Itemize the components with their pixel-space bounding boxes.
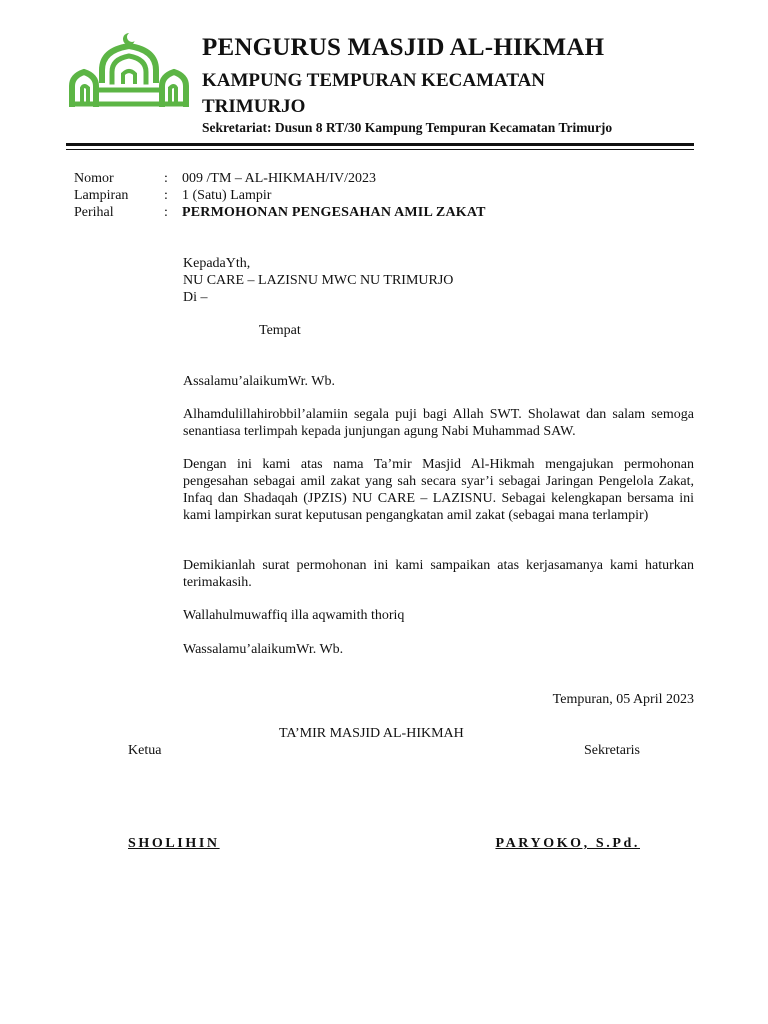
greeting: Assalamu’alaikumWr. Wb. [183, 374, 335, 389]
paragraph-1: Alhamdulillahirobbil’alamiin segala puji bagi Allah SWT. Sholawat dan salam semoga senantiasa terlimpah kepada junjungan agung Nabi Muhammad SAW. [183, 407, 694, 439]
signature-org: TA’MIR MASJID AL-HIKMAH [279, 726, 464, 741]
paragraph-3: Demikianlah surat permohonan ini kami sampaikan atas kerjasamanya kami haturkan terimakasih. [183, 558, 694, 590]
meta-label: Lampiran [74, 188, 129, 203]
header-divider-thin [66, 149, 694, 150]
meta-label: Nomor [74, 171, 114, 186]
letter-meta [74, 170, 486, 221]
meta-row-perihal [74, 204, 486, 221]
meta-colon: : [164, 171, 168, 186]
recipient-name: NU CARE – LAZISNU MWC NU TRIMURJO [183, 273, 454, 288]
org-subtitle: KAMPUNG TEMPURAN KECAMATAN TRIMURJO [202, 70, 546, 117]
meta-row-lampiran [74, 187, 486, 204]
closing: Wassalamu’alaikumWr. Wb. [183, 642, 344, 657]
mosque-logo-icon [66, 30, 192, 110]
place-date: Tempuran, 05 April 2023 [552, 692, 694, 707]
recipient-line: KepadaYth, [183, 256, 251, 271]
meta-row-nomor [74, 170, 486, 187]
meta-value: 009 /TM – AL-HIKMAH/IV/2023 [182, 171, 377, 186]
left-signatory-name: SHOLIHIN [128, 836, 220, 851]
right-signatory-name: PARYOKO, S.Pd. [495, 836, 640, 851]
org-address: Sekretariat: Dusun 8 RT/30 Kampung Tempuran Kecamatan Trimurjo [202, 120, 613, 135]
header-divider-thick [66, 143, 694, 146]
paragraph-2: Dengan ini kami atas nama Ta’mir Masjid Al-Hikmah mengajukan permohonan pengesahan sebagai amil zakat yang sah secara syar’i sebagai Jaringan Pengelola Zakat, Infaq dan Shadaqah (JPZIS) NU CARE – LAZISNU. Sebagai kelengkapan bersama ini kami lampirkan surat keputusan pengangkatan amil zakat (sebagai mana terlampir) [183, 457, 694, 523]
meta-colon: : [164, 188, 168, 203]
recipient-line: Di – [183, 290, 208, 305]
left-role: Ketua [128, 743, 162, 758]
paragraph-4: Wallahulmuwaffiq illa aqwamith thoriq [183, 608, 405, 623]
org-title: PENGURUS MASJID AL-HIKMAH [202, 34, 605, 61]
recipient-block [183, 255, 694, 306]
meta-label: Perihal [74, 205, 114, 220]
meta-value-subject: PERMOHONAN PENGESAHAN AMIL ZAKAT [182, 205, 486, 220]
recipient-place: Tempat [259, 323, 301, 338]
meta-colon: : [164, 205, 168, 220]
right-role: Sekretaris [584, 743, 640, 758]
meta-value: 1 (Satu) Lampir [182, 188, 272, 203]
